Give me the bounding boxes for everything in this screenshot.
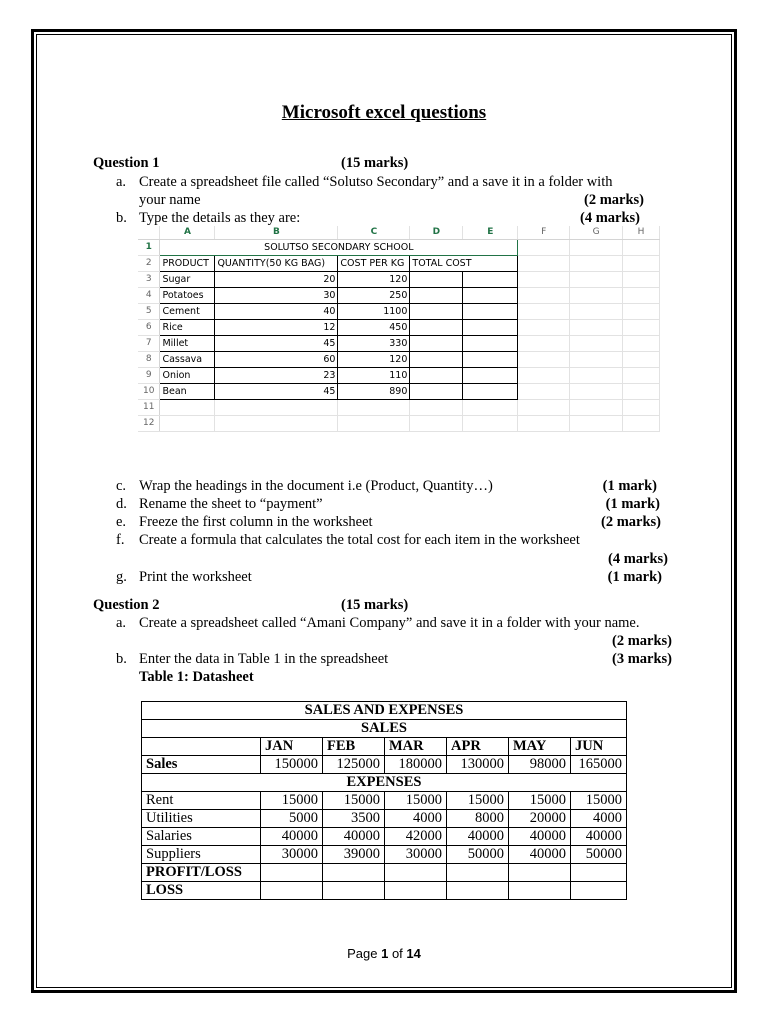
empty-cell: [571, 864, 627, 882]
sales-section-label: SALES: [142, 720, 627, 738]
total-cost-cell[interactable]: [410, 352, 463, 368]
sheet-header-product[interactable]: PRODUCT: [160, 256, 215, 272]
empty-cell: [261, 864, 323, 882]
q1-b-text: Type the details as they are:: [139, 210, 301, 226]
month-may: MAY: [509, 738, 571, 756]
row-number[interactable]: 5: [138, 304, 160, 320]
sheet-cell[interactable]: [623, 272, 660, 288]
sheet-cell[interactable]: [623, 256, 660, 272]
expense-value: 15000: [571, 792, 627, 810]
product-cell[interactable]: Sugar: [160, 272, 215, 288]
quantity-cell[interactable]: 40: [215, 304, 338, 320]
product-cell[interactable]: Potatoes: [160, 288, 215, 304]
sheet-cell[interactable]: [623, 416, 660, 432]
expense-row: [142, 810, 627, 828]
q1-a-marks: (2 marks): [583, 192, 644, 208]
expense-row: [142, 828, 627, 846]
sheet-cell[interactable]: [463, 304, 518, 320]
q1-f-text: Create a formula that calculates the total cost for each item in the worksheet: [139, 532, 580, 548]
sheet-row-9: [138, 368, 660, 384]
product-cell[interactable]: Rice: [160, 320, 215, 336]
expense-value: 15000: [509, 792, 571, 810]
col-header-g[interactable]: G: [570, 226, 623, 240]
month-feb: FEB: [323, 738, 385, 756]
empty-cell: [509, 864, 571, 882]
empty-cell: [261, 882, 323, 900]
expense-label: Suppliers: [142, 846, 261, 864]
sheet-cell[interactable]: [570, 256, 623, 272]
sheet-cell[interactable]: [570, 336, 623, 352]
sales-value: 125000: [323, 756, 385, 774]
cost-cell[interactable]: 1100: [338, 304, 410, 320]
row-number[interactable]: 10: [138, 384, 160, 400]
sheet-cell[interactable]: [338, 400, 410, 416]
cost-cell[interactable]: 250: [338, 288, 410, 304]
cost-cell[interactable]: 110: [338, 368, 410, 384]
sheet-cell[interactable]: [518, 272, 570, 288]
sales-value: 165000: [571, 756, 627, 774]
row-number[interactable]: 6: [138, 320, 160, 336]
month-apr: APR: [447, 738, 509, 756]
expense-value: 5000: [261, 810, 323, 828]
sheet-cell[interactable]: [570, 304, 623, 320]
expense-value: 3500: [323, 810, 385, 828]
q2-a-letter: a.: [116, 615, 127, 631]
q2-marks: (15 marks): [341, 597, 409, 613]
row-number[interactable]: 11: [138, 400, 160, 416]
sheet-cell[interactable]: [160, 400, 215, 416]
sheet-row-2: [138, 256, 660, 272]
sheet-row-5: [138, 304, 660, 320]
total-cost-cell[interactable]: [410, 320, 463, 336]
column-header-row: [138, 226, 660, 240]
quantity-cell[interactable]: 60: [215, 352, 338, 368]
sheet-cell[interactable]: [518, 240, 570, 256]
sheet-cell[interactable]: [570, 416, 623, 432]
sheet-cell[interactable]: [570, 288, 623, 304]
profit-loss-row: [142, 864, 627, 882]
empty-cell: [571, 882, 627, 900]
q1-f-marks: (4 marks): [607, 551, 668, 567]
expense-value: 40000: [323, 828, 385, 846]
sheet-cell[interactable]: [463, 416, 518, 432]
total-cost-cell[interactable]: [410, 336, 463, 352]
page-word: Page: [347, 946, 378, 961]
sheet-cell[interactable]: [623, 400, 660, 416]
sheet-cell[interactable]: [463, 320, 518, 336]
page-title: Microsoft excel questions: [281, 102, 487, 123]
expense-value: 20000: [509, 810, 571, 828]
q1-d-marks: (1 mark): [605, 496, 660, 512]
sheet-cell[interactable]: [570, 384, 623, 400]
row-number[interactable]: 3: [138, 272, 160, 288]
quantity-cell[interactable]: 12: [215, 320, 338, 336]
sheet-cell[interactable]: [463, 368, 518, 384]
quantity-cell[interactable]: 45: [215, 336, 338, 352]
sheet-cell[interactable]: [518, 256, 570, 272]
sheet-cell[interactable]: [463, 288, 518, 304]
expense-value: 30000: [385, 846, 447, 864]
sheet-row-11: [138, 400, 660, 416]
sheet-cell[interactable]: [518, 304, 570, 320]
expense-value: 40000: [509, 846, 571, 864]
q1-e-letter: e.: [116, 514, 127, 530]
sheet-cell[interactable]: [463, 352, 518, 368]
expense-value: 4000: [571, 810, 627, 828]
row-number[interactable]: 1: [138, 240, 160, 256]
table-caption: Table 1: Datasheet: [139, 669, 254, 685]
expense-label: Salaries: [142, 828, 261, 846]
expense-value: 30000: [261, 846, 323, 864]
row-number[interactable]: 4: [138, 288, 160, 304]
empty-cell: [385, 864, 447, 882]
sheet-cell[interactable]: [623, 352, 660, 368]
sheet-cell[interactable]: [570, 320, 623, 336]
sheet-cell[interactable]: [570, 272, 623, 288]
product-cell[interactable]: Bean: [160, 384, 215, 400]
sheet-header-total[interactable]: TOTAL COST: [410, 256, 518, 272]
expense-value: 15000: [385, 792, 447, 810]
empty-cell: [509, 882, 571, 900]
sheet-title-cell[interactable]: SOLUTSO SECONDARY SCHOOL: [160, 240, 518, 256]
expense-value: 15000: [323, 792, 385, 810]
select-all-corner[interactable]: [138, 226, 160, 240]
table-title: SALES AND EXPENSES: [142, 702, 627, 720]
sheet-header-cost[interactable]: COST PER KG: [338, 256, 410, 272]
sheet-cell[interactable]: [518, 320, 570, 336]
sales-value: 180000: [385, 756, 447, 774]
sheet-cell[interactable]: [570, 400, 623, 416]
q1-b-marks: (4 marks): [579, 210, 640, 226]
expense-row: [142, 792, 627, 810]
q1-c-text: Wrap the headings in the document i.e (Product, Quantity…): [139, 478, 493, 494]
month-jun: JUN: [571, 738, 627, 756]
sheet-row-1: [138, 240, 660, 256]
sheet-header-quantity[interactable]: QUANTITY(50 KG BAG): [215, 256, 338, 272]
cost-cell[interactable]: 450: [338, 320, 410, 336]
sales-value: 98000: [509, 756, 571, 774]
expense-value: 8000: [447, 810, 509, 828]
sheet-row-7: [138, 336, 660, 352]
q2-a-marks: (2 marks): [611, 633, 672, 649]
col-header-d[interactable]: D: [410, 226, 463, 240]
sheet-cell[interactable]: [463, 384, 518, 400]
empty-cell: [323, 882, 385, 900]
sheet-cell[interactable]: [518, 288, 570, 304]
empty-cell: [142, 738, 261, 756]
sheet-cell[interactable]: [518, 352, 570, 368]
sales-row: [142, 756, 627, 774]
sales-row-label: Sales: [142, 756, 261, 774]
sheet-cell[interactable]: [623, 368, 660, 384]
row-number[interactable]: 7: [138, 336, 160, 352]
page-footer: [0, 946, 768, 961]
sheet-cell[interactable]: [570, 240, 623, 256]
excel-screenshot: [138, 226, 660, 438]
expense-value: 15000: [261, 792, 323, 810]
expense-value: 50000: [571, 846, 627, 864]
sheet-cell[interactable]: [410, 416, 463, 432]
sheet-row-8: [138, 352, 660, 368]
product-cell[interactable]: Cassava: [160, 352, 215, 368]
q1-marks: (15 marks): [341, 155, 409, 171]
sheet-row-4: [138, 288, 660, 304]
empty-cell: [323, 864, 385, 882]
total-cost-cell[interactable]: [410, 272, 463, 288]
page-number: 1: [381, 946, 389, 961]
sheet-cell[interactable]: [463, 272, 518, 288]
sheet-cell[interactable]: [623, 240, 660, 256]
cost-cell[interactable]: 890: [338, 384, 410, 400]
sheet-cell[interactable]: [518, 336, 570, 352]
sheet-cell[interactable]: [623, 304, 660, 320]
of-word: of: [391, 946, 403, 961]
sheet-cell[interactable]: [518, 400, 570, 416]
sheet-cell[interactable]: [518, 368, 570, 384]
product-cell[interactable]: Millet: [160, 336, 215, 352]
sheet-cell[interactable]: [623, 320, 660, 336]
loss-label: LOSS: [142, 882, 261, 900]
month-mar: MAR: [385, 738, 447, 756]
q1-c-marks: (1 mark): [602, 478, 657, 494]
sheet-cell[interactable]: [570, 368, 623, 384]
total-cost-cell[interactable]: [410, 368, 463, 384]
q1-e-text: Freeze the first column in the worksheet: [139, 514, 373, 530]
cost-cell[interactable]: 120: [338, 272, 410, 288]
row-number[interactable]: 12: [138, 416, 160, 432]
col-header-f[interactable]: F: [518, 226, 570, 240]
sheet-cell[interactable]: [410, 400, 463, 416]
col-header-c[interactable]: C: [338, 226, 410, 240]
q1-g-marks: (1 mark): [607, 569, 662, 585]
expense-value: 42000: [385, 828, 447, 846]
quantity-cell[interactable]: 20: [215, 272, 338, 288]
sheet-cell[interactable]: [463, 336, 518, 352]
q1-g-letter: g.: [116, 569, 127, 585]
quantity-cell[interactable]: 30: [215, 288, 338, 304]
quantity-cell[interactable]: 45: [215, 384, 338, 400]
expense-value: 40000: [509, 828, 571, 846]
expense-row: [142, 846, 627, 864]
row-number[interactable]: 8: [138, 352, 160, 368]
sheet-cell[interactable]: [518, 384, 570, 400]
excel-grid: [138, 226, 660, 432]
empty-cell: [447, 882, 509, 900]
sheet-cell[interactable]: [215, 416, 338, 432]
loss-row: [142, 882, 627, 900]
sheet-row-12: [138, 416, 660, 432]
empty-cell: [447, 864, 509, 882]
product-cell[interactable]: Onion: [160, 368, 215, 384]
row-number[interactable]: 9: [138, 368, 160, 384]
q2-heading: Question 2: [93, 597, 160, 613]
quantity-cell[interactable]: 23: [215, 368, 338, 384]
expense-value: 15000: [447, 792, 509, 810]
sheet-cell[interactable]: [338, 416, 410, 432]
product-cell[interactable]: Cement: [160, 304, 215, 320]
sheet-cell[interactable]: [623, 384, 660, 400]
cost-cell[interactable]: 330: [338, 336, 410, 352]
sales-expenses-table: [141, 701, 627, 900]
sheet-cell[interactable]: [160, 416, 215, 432]
col-header-e[interactable]: E: [463, 226, 518, 240]
q2-b-letter: b.: [116, 651, 127, 667]
total-cost-cell[interactable]: [410, 288, 463, 304]
q1-c-letter: c.: [116, 478, 127, 494]
sheet-cell[interactable]: [463, 400, 518, 416]
q2-b-marks: (3 marks): [611, 651, 672, 667]
months-row: [142, 738, 627, 756]
sheet-cell[interactable]: [623, 288, 660, 304]
q1-e-marks: (2 marks): [600, 514, 661, 530]
sheet-cell[interactable]: [215, 400, 338, 416]
expense-value: 40000: [571, 828, 627, 846]
expense-value: 4000: [385, 810, 447, 828]
total-cost-cell[interactable]: [410, 304, 463, 320]
sheet-cell[interactable]: [518, 416, 570, 432]
expense-value: 39000: [323, 846, 385, 864]
sheet-row-3: [138, 272, 660, 288]
q1-d-letter: d.: [116, 496, 127, 512]
col-header-h[interactable]: H: [623, 226, 660, 240]
page-total: 14: [406, 946, 421, 961]
q1-d-text: Rename the sheet to “payment”: [139, 496, 323, 512]
expense-value: 40000: [447, 828, 509, 846]
expense-value: 40000: [261, 828, 323, 846]
total-cost-cell[interactable]: [410, 384, 463, 400]
sheet-row-10: [138, 384, 660, 400]
sales-value: 130000: [447, 756, 509, 774]
q2-b-text: Enter the data in Table 1 in the spreadsheet: [139, 651, 389, 667]
q1-g-text: Print the worksheet: [139, 569, 252, 585]
q1-heading: Question 1: [93, 155, 160, 171]
expense-value: 50000: [447, 846, 509, 864]
q1-a-text: Create a spreadsheet file called “Solutso Secondary” and a save it in a folder with: [139, 174, 613, 190]
sheet-cell[interactable]: [570, 352, 623, 368]
sales-value: 150000: [261, 756, 323, 774]
col-header-a[interactable]: A: [160, 226, 215, 240]
col-header-b[interactable]: B: [215, 226, 338, 240]
empty-cell: [385, 882, 447, 900]
expense-label: Rent: [142, 792, 261, 810]
q1-a-text-cont: your name: [139, 192, 201, 208]
sheet-row-6: [138, 320, 660, 336]
expense-label: Utilities: [142, 810, 261, 828]
q1-b-letter: b.: [116, 210, 127, 226]
month-jan: JAN: [261, 738, 323, 756]
q1-a-letter: a.: [116, 174, 127, 190]
q1-f-letter: f.: [116, 532, 125, 548]
expenses-section-label: EXPENSES: [142, 774, 627, 792]
cost-cell[interactable]: 120: [338, 352, 410, 368]
sheet-cell[interactable]: [623, 336, 660, 352]
profit-loss-label: PROFIT/LOSS: [142, 864, 261, 882]
row-number[interactable]: 2: [138, 256, 160, 272]
q2-a-text: Create a spreadsheet called “Amani Company” and save it in a folder with your name.: [139, 615, 640, 631]
